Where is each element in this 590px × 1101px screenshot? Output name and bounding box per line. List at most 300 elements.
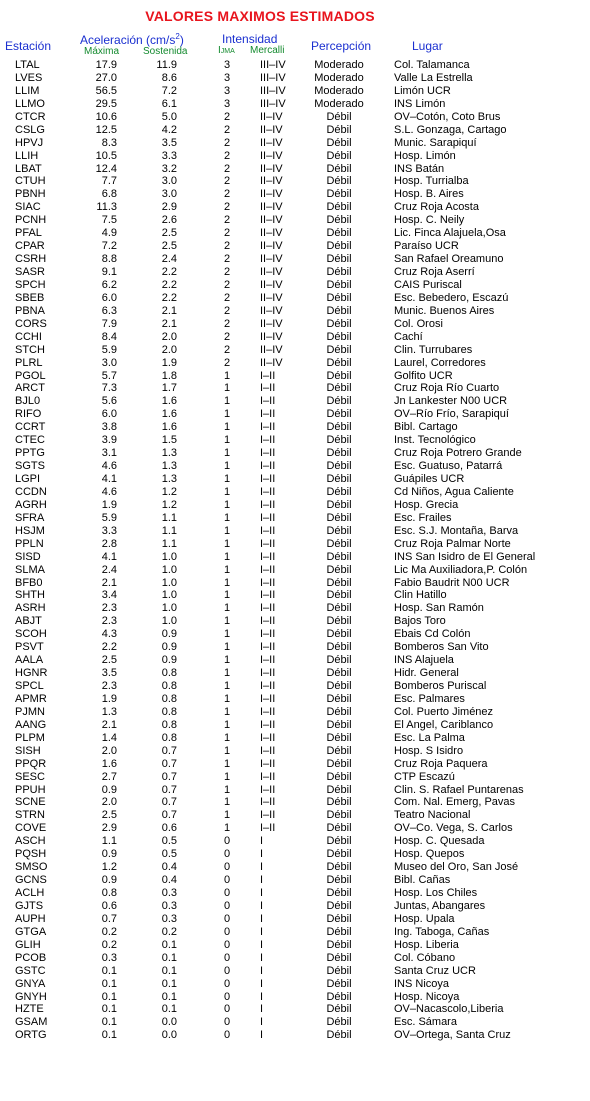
- station-code: HPVJ: [15, 136, 44, 149]
- sustained-acceleration: 11.9: [156, 59, 177, 71]
- mercalli-intensity: I–II: [260, 731, 276, 744]
- jma-intensity: 1: [223, 589, 231, 602]
- perception: Débil: [326, 757, 352, 770]
- perception: Débil: [326, 874, 352, 887]
- mercalli-intensity: I–II: [260, 822, 276, 835]
- perception: Débil: [326, 511, 352, 524]
- jma-intensity: 0: [223, 938, 231, 951]
- max-acceleration: 3.9: [101, 434, 117, 447]
- page-title: VALORES MAXIMOS ESTIMADOS: [145, 8, 375, 24]
- mercalli-intensity: I–II: [260, 434, 276, 447]
- perception: Débil: [326, 589, 352, 602]
- jma-intensity: 1: [223, 654, 231, 667]
- mercalli-intensity: I–II: [260, 680, 276, 692]
- mercalli-intensity: I: [260, 912, 264, 925]
- table-row: [0, 913, 590, 926]
- jma-intensity: 1: [223, 421, 231, 434]
- max-acceleration: 7.7: [101, 175, 117, 188]
- station-code: HZTE: [15, 1003, 44, 1016]
- sustained-acceleration: 0.8: [161, 667, 177, 680]
- max-acceleration: 2.8: [101, 537, 117, 550]
- mercalli-intensity: II–IV: [260, 123, 283, 136]
- table-row: [0, 693, 590, 706]
- header-maxima: Máxima: [84, 46, 120, 57]
- location: Esc. La Palma: [394, 731, 465, 744]
- mercalli-intensity: I–II: [260, 460, 276, 473]
- perception: Débil: [326, 1003, 352, 1016]
- table-row: [0, 370, 590, 383]
- max-acceleration: 5.9: [101, 343, 117, 356]
- perception: Débil: [326, 848, 352, 861]
- sustained-acceleration: 1.0: [161, 563, 177, 576]
- sustained-acceleration: 0.5: [161, 848, 177, 861]
- mercalli-intensity: I–II: [260, 382, 276, 395]
- location: Hosp. Liberia: [394, 938, 459, 951]
- sustained-acceleration: 2.5: [161, 227, 177, 240]
- station-code: LLMO: [15, 97, 45, 110]
- station-code: AALA: [15, 654, 44, 667]
- mercalli-intensity: II–IV: [260, 149, 283, 162]
- sustained-acceleration: 3.2: [161, 162, 177, 175]
- perception: Débil: [326, 680, 352, 692]
- table-row: [0, 240, 590, 253]
- sustained-acceleration: 0.1: [161, 938, 177, 951]
- mercalli-intensity: I: [260, 887, 264, 899]
- perception: Débil: [326, 654, 352, 667]
- jma-intensity: 1: [223, 783, 231, 796]
- max-acceleration: 2.1: [101, 576, 117, 589]
- station-code: PCOB: [15, 951, 47, 964]
- jma-intensity: 1: [223, 395, 231, 408]
- jma-intensity: 2: [223, 278, 231, 291]
- perception: Débil: [326, 188, 352, 201]
- perception: Débil: [326, 408, 352, 421]
- location: Lic. Finca Alajuela,Osa: [394, 227, 506, 240]
- location: Munic. Buenos Aires: [394, 304, 495, 317]
- sustained-acceleration: 1.0: [161, 615, 177, 628]
- max-acceleration: 0.1: [101, 1003, 117, 1016]
- location: Laurel, Corredores: [394, 356, 486, 369]
- mercalli-intensity: I–II: [260, 524, 276, 537]
- jma-intensity: 1: [223, 537, 231, 550]
- sustained-acceleration: 1.3: [161, 473, 177, 485]
- sustained-acceleration: 0.7: [161, 757, 177, 770]
- max-acceleration: 1.2: [101, 861, 117, 874]
- location: OV–Ortega, Santa Cruz: [394, 1029, 511, 1042]
- sustained-acceleration: 3.0: [161, 188, 177, 201]
- perception: Débil: [326, 343, 352, 356]
- sustained-acceleration: 0.0: [161, 1016, 177, 1029]
- perception: Débil: [326, 809, 352, 822]
- max-acceleration: 2.3: [101, 615, 117, 628]
- sustained-acceleration: 2.2: [161, 266, 177, 278]
- station-code: GSAM: [15, 1016, 48, 1029]
- table-row: [0, 499, 590, 512]
- sustained-acceleration: 0.8: [161, 718, 177, 731]
- max-acceleration: 0.1: [101, 964, 117, 977]
- jma-intensity: 3: [223, 84, 231, 97]
- mercalli-intensity: I: [260, 899, 264, 912]
- sustained-acceleration: 1.0: [161, 576, 177, 589]
- table-row: [0, 408, 590, 421]
- jma-intensity: 1: [223, 744, 231, 757]
- mercalli-intensity: I–II: [260, 757, 276, 770]
- sustained-acceleration: 6.1: [161, 97, 177, 110]
- jma-intensity: 1: [223, 718, 231, 731]
- location: Clin Hatillo: [394, 589, 447, 602]
- mercalli-intensity: I: [260, 835, 264, 848]
- station-code: SPCH: [15, 278, 46, 291]
- jma-intensity: 0: [223, 977, 231, 990]
- sustained-acceleration: 0.7: [161, 783, 177, 796]
- sustained-acceleration: 1.0: [161, 602, 177, 615]
- perception: Débil: [326, 822, 352, 835]
- sustained-acceleration: 0.2: [161, 925, 177, 938]
- mercalli-intensity: I–II: [260, 628, 276, 641]
- table-row: [0, 848, 590, 861]
- location: Teatro Nacional: [394, 809, 471, 822]
- header-intensidad: Intensidad: [222, 32, 278, 46]
- station-code: SCOH: [15, 628, 47, 641]
- header-lugar: Lugar: [412, 39, 443, 53]
- max-acceleration: 1.3: [101, 705, 117, 718]
- jma-intensity: 0: [223, 1016, 231, 1029]
- jma-intensity: 2: [223, 227, 231, 240]
- max-acceleration: 5.7: [101, 369, 117, 382]
- mercalli-intensity: I–II: [260, 654, 276, 667]
- mercalli-intensity: II–IV: [260, 278, 283, 291]
- station-code: HGNR: [15, 667, 48, 680]
- max-acceleration: 29.5: [95, 97, 117, 110]
- table-row: [0, 758, 590, 771]
- location: Hosp. Grecia: [394, 498, 459, 511]
- perception: Débil: [326, 1029, 352, 1042]
- location: Inst. Tecnológico: [394, 434, 476, 447]
- jma-intensity: 2: [223, 201, 231, 214]
- location: Munic. Sarapiquí: [394, 136, 477, 149]
- sustained-acceleration: 0.8: [161, 705, 177, 718]
- table-row: [0, 344, 590, 357]
- location: Guápiles UCR: [394, 473, 465, 485]
- station-code: PGOL: [15, 369, 46, 382]
- location: Cruz Roja Paquera: [394, 757, 488, 770]
- location: Jn Lankester N00 UCR: [394, 395, 508, 408]
- perception: Débil: [326, 291, 352, 304]
- station-code: SISH: [15, 744, 41, 757]
- table-row: [0, 124, 590, 137]
- max-acceleration: 6.3: [101, 304, 117, 317]
- sustained-acceleration: 0.4: [161, 874, 177, 887]
- station-code: SHTH: [15, 589, 45, 602]
- sustained-acceleration: 2.5: [161, 240, 177, 253]
- station-code: GJTS: [15, 899, 44, 912]
- max-acceleration: 10.5: [95, 149, 117, 162]
- station-code: PQSH: [15, 848, 47, 861]
- table-row: [0, 331, 590, 344]
- table-row: [0, 460, 590, 473]
- max-acceleration: 7.9: [101, 317, 117, 330]
- station-code: SASR: [15, 266, 45, 278]
- table-row: [0, 525, 590, 538]
- perception: Débil: [326, 602, 352, 615]
- mercalli-intensity: II–IV: [260, 136, 283, 149]
- table-row: [0, 809, 590, 822]
- perception: Débil: [326, 175, 352, 188]
- station-code: SLMA: [15, 563, 45, 576]
- location: INS Nicoya: [394, 977, 450, 990]
- max-acceleration: 1.9: [101, 692, 117, 705]
- mercalli-intensity: I: [260, 1016, 264, 1029]
- jma-intensity: 2: [223, 253, 231, 266]
- table-row: [0, 745, 590, 758]
- mercalli-intensity: I: [260, 977, 264, 990]
- sustained-acceleration: 1.3: [161, 460, 177, 473]
- sustained-acceleration: 2.1: [161, 304, 177, 317]
- jma-intensity: 0: [223, 848, 231, 861]
- mercalli-intensity: I: [260, 848, 264, 861]
- sustained-acceleration: 0.4: [161, 861, 177, 874]
- sustained-acceleration: 8.6: [161, 71, 177, 84]
- location: Cruz Roja Potrero Grande: [394, 447, 522, 460]
- location: Hosp. Quepos: [394, 848, 465, 861]
- mercalli-intensity: I: [260, 1003, 264, 1016]
- max-acceleration: 6.8: [101, 188, 117, 201]
- jma-intensity: 2: [223, 317, 231, 330]
- table-row: [0, 641, 590, 654]
- location: Ebais Cd Colón: [394, 628, 471, 641]
- perception: Débil: [326, 899, 352, 912]
- max-acceleration: 0.1: [101, 977, 117, 990]
- station-code: CORS: [15, 317, 47, 330]
- station-code: LTAL: [15, 59, 40, 71]
- location: Hosp. Nicoya: [394, 990, 460, 1003]
- location: Ing. Taboga, Cañas: [394, 925, 490, 938]
- perception: Débil: [326, 304, 352, 317]
- location: Hosp. C. Quesada: [394, 835, 485, 848]
- jma-intensity: 2: [223, 162, 231, 175]
- location: Col. Talamanca: [394, 59, 470, 71]
- location: INS Batán: [394, 162, 445, 175]
- jma-intensity: 1: [223, 641, 231, 654]
- location: Museo del Oro, San José: [394, 861, 519, 874]
- jma-intensity: 1: [223, 796, 231, 809]
- jma-intensity: 1: [223, 770, 231, 783]
- mercalli-intensity: II–IV: [260, 162, 283, 175]
- table-row: [0, 85, 590, 98]
- sustained-acceleration: 0.7: [161, 809, 177, 822]
- mercalli-intensity: I–II: [260, 563, 276, 576]
- sustained-acceleration: 2.0: [161, 330, 177, 343]
- max-acceleration: 2.2: [101, 641, 117, 654]
- table-row: [0, 796, 590, 809]
- mercalli-intensity: II–IV: [260, 317, 283, 330]
- sustained-acceleration: 1.8: [161, 369, 177, 382]
- station-code: SMSO: [15, 861, 48, 874]
- perception: Débil: [326, 278, 352, 291]
- jma-intensity: 1: [223, 602, 231, 615]
- max-acceleration: 4.1: [101, 473, 117, 485]
- table-row: [0, 628, 590, 641]
- mercalli-intensity: II–IV: [260, 227, 283, 240]
- sustained-acceleration: 2.9: [161, 201, 177, 214]
- table-row: [0, 357, 590, 370]
- location: Hosp. C. Neily: [394, 214, 465, 227]
- location: CTP Escazú: [394, 770, 455, 783]
- jma-intensity: 1: [223, 809, 231, 822]
- location: Clin. Turrubares: [394, 343, 473, 356]
- mercalli-intensity: III–IV: [260, 84, 286, 97]
- jma-intensity: 2: [223, 356, 231, 369]
- mercalli-intensity: I–II: [260, 692, 276, 705]
- table-row: [0, 706, 590, 719]
- max-acceleration: 0.1: [101, 1029, 117, 1042]
- jma-intensity: 1: [223, 667, 231, 680]
- location: CAIS Puriscal: [394, 278, 462, 291]
- mercalli-intensity: I–II: [260, 641, 276, 654]
- station-code: CCRT: [15, 421, 46, 434]
- location: Limón UCR: [394, 84, 451, 97]
- perception: Débil: [326, 421, 352, 434]
- jma-intensity: 2: [223, 330, 231, 343]
- sustained-acceleration: 1.5: [161, 434, 177, 447]
- perception: Débil: [326, 628, 352, 641]
- table-row: [0, 654, 590, 667]
- max-acceleration: 1.9: [101, 498, 117, 511]
- station-code: PFAL: [15, 227, 42, 240]
- sustained-acceleration: 5.0: [161, 110, 177, 123]
- station-code: LLIH: [15, 149, 39, 162]
- sustained-acceleration: 0.6: [161, 822, 177, 835]
- station-code: LLIM: [15, 84, 40, 97]
- location: Hidr. General: [394, 667, 459, 680]
- jma-intensity: 1: [223, 473, 231, 485]
- sustained-acceleration: 2.4: [161, 253, 177, 266]
- location: Hosp. Upala: [394, 912, 455, 925]
- table-row: [0, 874, 590, 887]
- jma-intensity: 0: [223, 899, 231, 912]
- perception: Débil: [326, 317, 352, 330]
- mercalli-intensity: I: [260, 874, 264, 887]
- header-ijma: [218, 45, 235, 56]
- max-acceleration: 3.8: [101, 421, 117, 434]
- mercalli-intensity: I: [260, 1029, 264, 1042]
- perception: Débil: [326, 123, 352, 136]
- max-acceleration: 3.1: [101, 447, 117, 460]
- max-acceleration: 8.8: [101, 253, 117, 266]
- perception: Débil: [326, 395, 352, 408]
- perception: Débil: [326, 951, 352, 964]
- sustained-acceleration: 7.2: [161, 84, 177, 97]
- location: Hosp. Limón: [394, 149, 456, 162]
- sustained-acceleration: 1.9: [161, 356, 177, 369]
- station-code: HSJM: [15, 524, 45, 537]
- table-row: [0, 175, 590, 188]
- max-acceleration: 0.6: [101, 899, 117, 912]
- max-acceleration: 8.4: [101, 330, 117, 343]
- station-code: CCHI: [15, 330, 42, 343]
- location: Lic Ma Auxiliadora,P. Colón: [394, 563, 528, 576]
- perception: Débil: [326, 524, 352, 537]
- header-ijma-sub: JMA: [220, 48, 235, 55]
- sustained-acceleration: 0.7: [161, 744, 177, 757]
- perception: Débil: [326, 912, 352, 925]
- sustained-acceleration: 1.6: [161, 408, 177, 421]
- table-row: [0, 784, 590, 797]
- location: Cruz Roja Acosta: [394, 201, 479, 214]
- perception: Débil: [326, 447, 352, 460]
- table-row: [0, 292, 590, 305]
- location: Hosp. Los Chiles: [394, 887, 478, 899]
- table-row: [0, 564, 590, 577]
- table-row: [0, 732, 590, 745]
- max-acceleration: 7.5: [101, 214, 117, 227]
- sustained-acceleration: 0.8: [161, 731, 177, 744]
- jma-intensity: 1: [223, 563, 231, 576]
- location: Bajos Toro: [394, 615, 446, 628]
- max-acceleration: 0.1: [101, 1016, 117, 1029]
- sustained-acceleration: 0.1: [161, 990, 177, 1003]
- location: Cruz Roja Palmar Norte: [394, 537, 511, 550]
- station-code: PSVT: [15, 641, 44, 654]
- table-row: [0, 926, 590, 939]
- perception: Débil: [326, 162, 352, 175]
- sustained-acceleration: 1.6: [161, 395, 177, 408]
- sustained-acceleration: 1.0: [161, 550, 177, 563]
- stations-table: [0, 59, 590, 1042]
- station-code: PPQR: [15, 757, 47, 770]
- jma-intensity: 2: [223, 214, 231, 227]
- header-aceleracion-close: ): [179, 33, 184, 47]
- max-acceleration: 0.9: [101, 874, 117, 887]
- max-acceleration: 12.4: [95, 162, 117, 175]
- jma-intensity: 1: [223, 408, 231, 421]
- jma-intensity: 2: [223, 136, 231, 149]
- max-acceleration: 3.0: [101, 356, 117, 369]
- mercalli-intensity: I: [260, 925, 264, 938]
- table-row: [0, 137, 590, 150]
- station-code: GLIH: [15, 938, 41, 951]
- sustained-acceleration: 0.9: [161, 628, 177, 641]
- jma-intensity: 0: [223, 925, 231, 938]
- sustained-acceleration: 2.6: [161, 214, 177, 227]
- sustained-acceleration: 0.8: [161, 680, 177, 692]
- station-code: CCDN: [15, 485, 47, 498]
- max-acceleration: 17.9: [95, 59, 117, 71]
- perception: Moderado: [314, 84, 364, 97]
- max-acceleration: 3.3: [101, 524, 117, 537]
- sustained-acceleration: 1.3: [161, 447, 177, 460]
- jma-intensity: 0: [223, 835, 231, 848]
- station-code: ORTG: [15, 1029, 47, 1042]
- perception: Débil: [326, 667, 352, 680]
- mercalli-intensity: II–IV: [260, 175, 283, 188]
- perception: Débil: [326, 473, 352, 485]
- mercalli-intensity: I–II: [260, 796, 276, 809]
- location: OV–Co. Vega, S. Carlos: [394, 822, 513, 835]
- station-code: SCNE: [15, 796, 46, 809]
- mercalli-intensity: I–II: [260, 369, 276, 382]
- sustained-acceleration: 0.3: [161, 887, 177, 899]
- sustained-acceleration: 0.9: [161, 654, 177, 667]
- max-acceleration: 2.4: [101, 563, 117, 576]
- max-acceleration: 0.1: [101, 990, 117, 1003]
- mercalli-intensity: II–IV: [260, 110, 283, 123]
- station-code: SPCL: [15, 680, 44, 692]
- mercalli-intensity: I–II: [260, 421, 276, 434]
- mercalli-intensity: II–IV: [260, 253, 283, 266]
- location: OV–Cotón, Coto Brus: [394, 110, 501, 123]
- station-code: SFRA: [15, 511, 45, 524]
